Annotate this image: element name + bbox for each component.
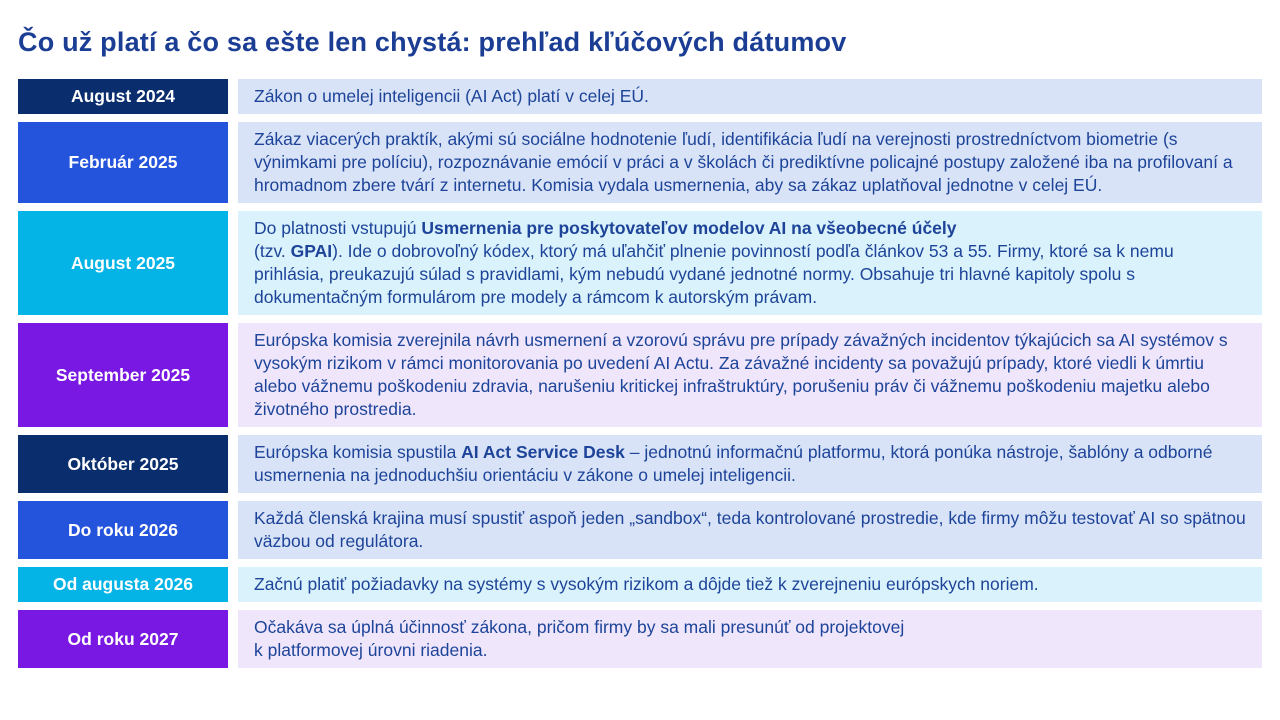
date-badge: Od augusta 2026 — [18, 567, 228, 602]
row-description: Európska komisia spustila AI Act Service Desk – jednotnú informačnú platformu, ktorá ponúka nástroje, šablóny a odborné usmernenia na jednoduchšiu orientáciu v zákone o umelej inteligencii. — [238, 435, 1262, 493]
row-description: Zákon o umelej inteligencii (AI Act) platí v celej EÚ. — [238, 79, 1262, 114]
timeline-row — [18, 122, 1262, 203]
timeline-row — [18, 79, 1262, 114]
timeline-row — [18, 211, 1262, 315]
row-description: Očakáva sa úplná účinnosť zákona, pričom firmy by sa mali presunúť od projektovej k platformovej úrovni riadenia. — [238, 610, 1262, 668]
timeline — [18, 79, 1262, 668]
date-badge: August 2025 — [18, 211, 228, 315]
date-badge: Od roku 2027 — [18, 610, 228, 668]
row-description: Do platnosti vstupujú Usmernenia pre poskytovateľov modelov AI na všeobecné účely (tzv. GPAI). Ide o dobrovoľný kódex, ktorý má uľahčiť plnenie povinností podľa článkov 53 a 55. Firmy, ktoré sa k nemu prihlásia, preukazujú súlad s pravidlami, kým nebudú vydané jednotné normy. Obsahuje tri hlavné kapitoly spolu s dokumentačným formulárom pre modely a rámcom k autorským právam. — [238, 211, 1262, 315]
row-description: Každá členská krajina musí spustiť aspoň jeden „sandbox“, teda kontrolované prostredie, kde firmy môžu testovať AI so spätnou väzbou od regulátora. — [238, 501, 1262, 559]
timeline-row — [18, 435, 1262, 493]
timeline-row — [18, 323, 1262, 427]
timeline-row — [18, 610, 1262, 668]
row-description: Európska komisia zverejnila návrh usmernení a vzorovú správu pre prípady závažných incidentov týkajúcich sa AI systémov s vysokým rizikom v rámci monitorovania po uvedení AI Actu. Za závažné incidenty sa považujú prípady, ktoré viedli k úmrtiu alebo vážnemu poškodeniu zdravia, narušeniu kritickej infraštruktúry, porušeniu práv či vážnemu poškodeniu majetku alebo životného prostredia. — [238, 323, 1262, 427]
timeline-row — [18, 501, 1262, 559]
date-badge: Október 2025 — [18, 435, 228, 493]
date-badge: August 2024 — [18, 79, 228, 114]
page-title: Čo už platí a čo sa ešte len chystá: prehľad kľúčových dátumov — [18, 27, 847, 57]
timeline-row — [18, 567, 1262, 602]
date-badge: September 2025 — [18, 323, 228, 427]
row-description: Zákaz viacerých praktík, akými sú sociálne hodnotenie ľudí, identifikácia ľudí na verejnosti prostredníctvom biometrie (s výnimkami pre políciu), rozpoznávanie emócií v práci a v školách či prediktívne policajné postupy založené iba na profilovaní a hromadnom zbere tvárí z internetu. Komisia vydala usmernenia, aby sa zákaz uplatňoval jednotne v celej EÚ. — [238, 122, 1262, 203]
date-badge: Február 2025 — [18, 122, 228, 203]
row-description: Začnú platiť požiadavky na systémy s vysokým rizikom a dôjde tiež k zverejneniu európskych noriem. — [238, 567, 1262, 602]
date-badge: Do roku 2026 — [18, 501, 228, 559]
